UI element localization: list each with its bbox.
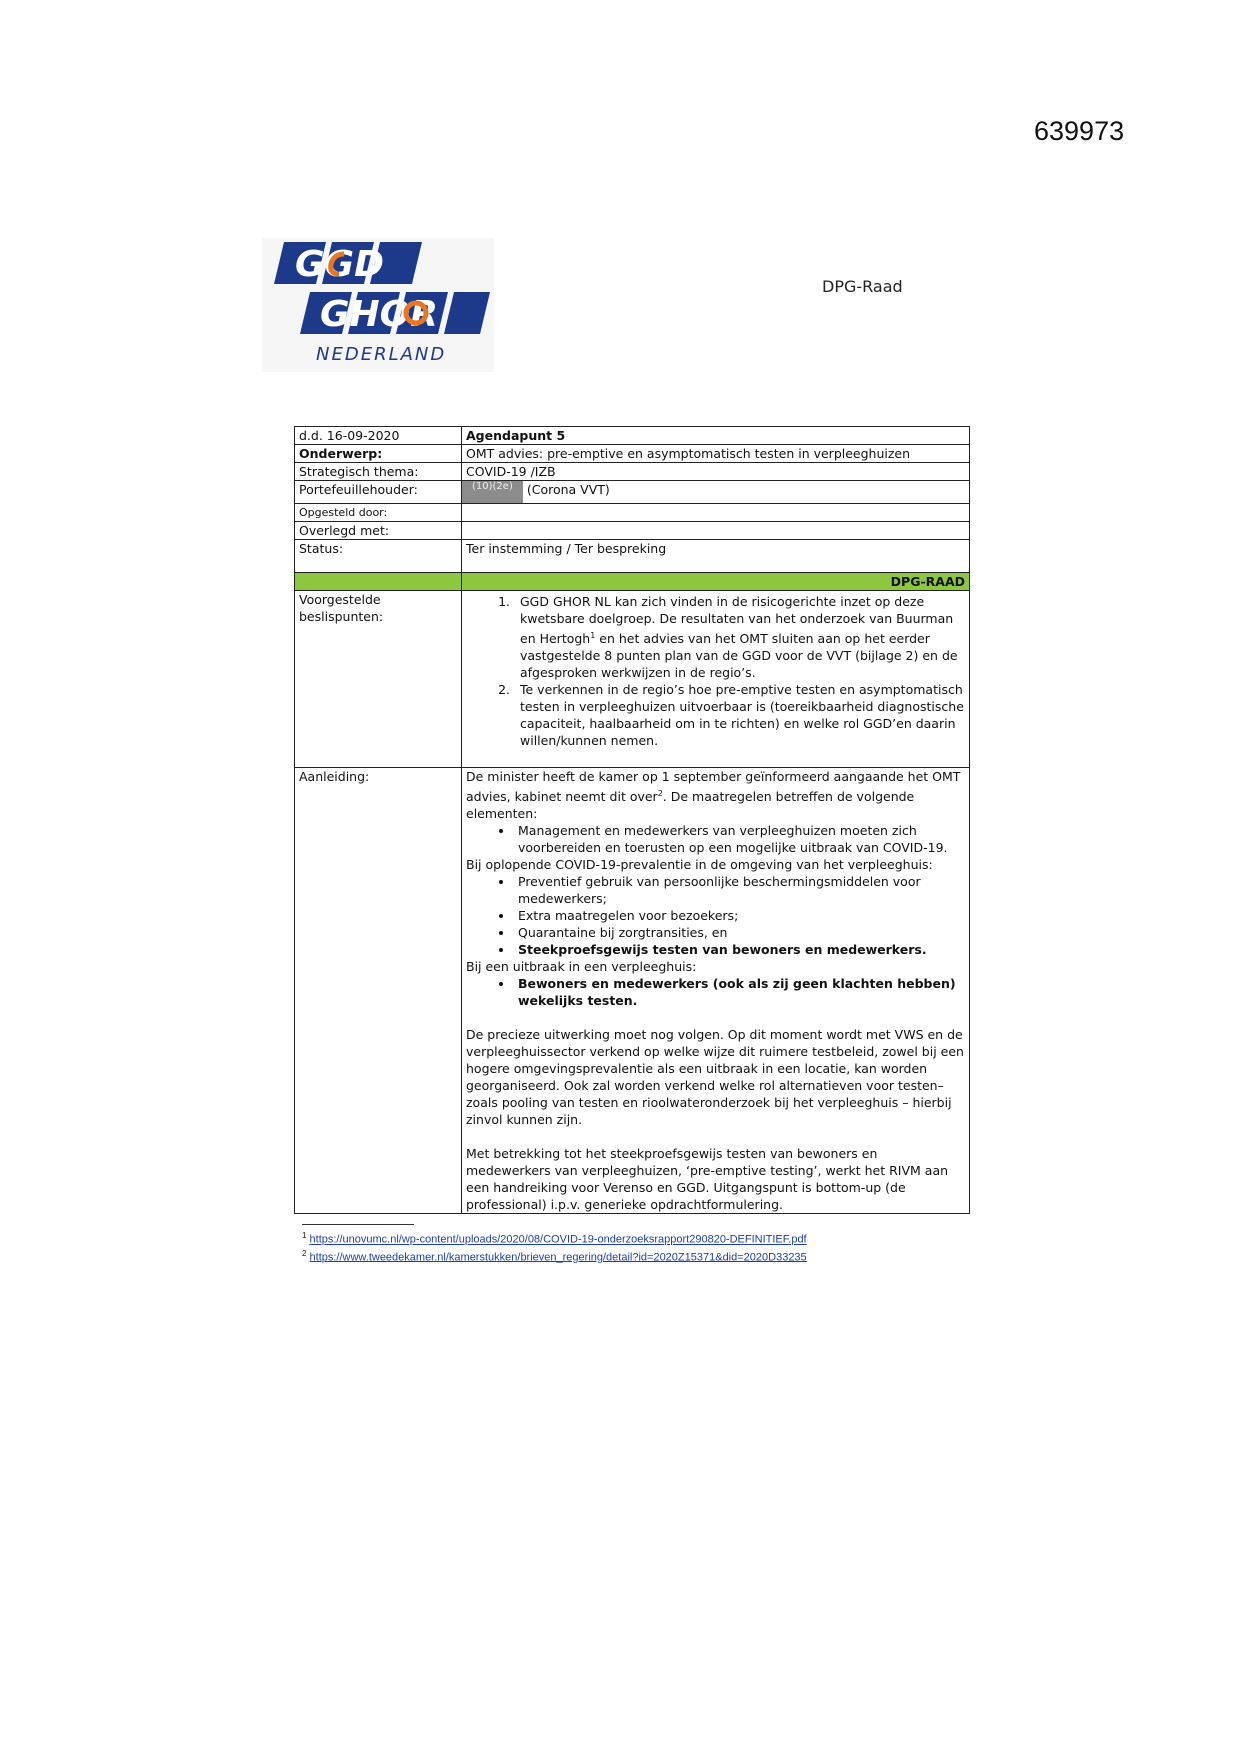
prepared-value bbox=[462, 504, 970, 522]
rising-item-3: • Quarantaine bij zorgtransities, en bbox=[514, 924, 965, 941]
rising-list bbox=[466, 873, 965, 958]
footnote-1 bbox=[302, 1229, 807, 1247]
subject-label: Onderwerp: bbox=[295, 445, 462, 463]
footnote-2-link[interactable]: https://www.tweedekamer.nl/kamerstukken/brieven_regering/detail?id=2020Z15371&did=2020D33235 bbox=[309, 1251, 807, 1264]
theme-label: Strategisch thema: bbox=[295, 463, 462, 481]
portfolio-value bbox=[462, 481, 970, 504]
decision-point-1-text-a: GGD GHOR NL kan zich vinden in de risicogerichte inzet op deze kwetsbare doelgroep. De resultaten van het onderzoek van Buurman en Hertogh bbox=[520, 594, 954, 647]
rising-intro: Bij oplopende COVID-19-prevalentie in de omgeving van het verpleeghuis: bbox=[466, 857, 933, 873]
decision-label bbox=[295, 591, 462, 768]
document-number: 639973 bbox=[1034, 116, 1125, 146]
ggd-ghor-logo bbox=[262, 238, 494, 372]
outbreak-item-1: • Bewoners en medewerkers (ook als zij geen klachten hebben) wekelijks testen. bbox=[514, 975, 965, 1009]
decision-list bbox=[466, 593, 965, 749]
outbreak-intro: Bij een uitbraak in een verpleeghuis: bbox=[466, 959, 697, 975]
decision-point-2: 2. Te verkennen in de regio’s hoe pre-emptive testen en asymptomatisch testen in verpleeghuizen uitvoerbaar is (toereikbaarheid diagnostische capaciteit, haalbaarheid om in te richten) en welke rol GGD’en daarin willen/kunnen nemen. bbox=[514, 681, 965, 749]
redaction-box: (10)(2e) bbox=[462, 481, 523, 503]
row-status bbox=[295, 540, 970, 573]
reason-intro-text-a: De minister heeft de kamer op 1 september geïnformeerd aangaande het OMT advies, kabinet neemt dit over bbox=[466, 769, 961, 805]
bullet-management: • Management en medewerkers van verpleeghuizen moeten zich voorbereiden en toerusten op een mogelijke uitbraak van COVID-19. bbox=[514, 822, 965, 856]
rising-item-2: • Extra maatregelen voor bezoekers; bbox=[514, 907, 965, 924]
row-reason bbox=[295, 768, 970, 1214]
decision-label-line1: Voorgestelde bbox=[299, 592, 381, 607]
reason-intro bbox=[466, 768, 965, 822]
prepared-label: Opgesteld door: bbox=[295, 504, 462, 522]
status-label: Status: bbox=[295, 540, 462, 573]
decision-points bbox=[462, 591, 970, 768]
status-value: Ter instemming / Ter bespreking bbox=[462, 540, 970, 573]
row-portfolio bbox=[295, 481, 970, 504]
logo-text-ggd: GGD bbox=[295, 244, 384, 285]
footnote-2-number: 2 bbox=[302, 1248, 307, 1258]
consulted-label: Overlegd met: bbox=[295, 522, 462, 540]
footnote-2 bbox=[302, 1247, 807, 1265]
outbreak-list bbox=[466, 975, 965, 1009]
portfolio-suffix: (Corona VVT) bbox=[526, 482, 610, 497]
section-header-row bbox=[295, 573, 970, 591]
footnote-1-link[interactable]: https://unovumc.nl/wp-content/uploads/2020/08/COVID-19-onderzoeksrapport290820-DEFINITIEF.pdf bbox=[309, 1233, 807, 1246]
ggd-ghor-logo-image bbox=[262, 238, 494, 372]
decision-point-1 bbox=[514, 593, 965, 681]
row-consulted bbox=[295, 522, 970, 540]
decision-point-1-text-b: en het advies van het OMT sluiten aan op het eerder vastgestelde 8 punten plan van de GGD voor de VVT (bijlage 2) en de afgesproken werkwijzen in de regio’s. bbox=[520, 631, 958, 681]
section-tag: DPG-RAAD bbox=[462, 573, 970, 591]
row-prepared bbox=[295, 504, 970, 522]
rising-item-4: • Steekproefsgewijs testen van bewoners en medewerkers. bbox=[514, 941, 965, 958]
header-title: DPG-Raad bbox=[822, 277, 903, 296]
reason-content bbox=[462, 768, 970, 1214]
reason-intro-text-b: . De maatregelen betreffen de volgende elementen: bbox=[466, 789, 915, 822]
footnote-ref-1: 1 bbox=[590, 631, 596, 640]
row-decision bbox=[295, 591, 970, 768]
agenda-table bbox=[294, 426, 970, 1214]
consulted-value bbox=[462, 522, 970, 540]
row-theme bbox=[295, 463, 970, 481]
management-list bbox=[466, 822, 965, 856]
footnote-1-number: 1 bbox=[302, 1231, 307, 1240]
footnote-divider bbox=[302, 1224, 414, 1225]
rising-item-1: • Preventief gebruik van persoonlijke beschermingsmiddelen voor medewerkers; bbox=[514, 873, 965, 907]
reason-paragraph-3: Met betrekking tot het steekproefsgewijs testen van bewoners en medewerkers van verpleeghuizen, ‘pre-emptive testing’, werkt het RIVM aan een handreiking voor Verenso en GGD. Uitgangspunt is bottom-up (de professional) i.p.v. generieke opdrachtformulering. bbox=[466, 1146, 949, 1213]
decision-label-line2: beslispunten: bbox=[299, 609, 384, 624]
subject-value: OMT advies: pre-emptive en asymptomatisch testen in verpleeghuizen bbox=[462, 445, 970, 463]
section-header-left bbox=[295, 573, 462, 591]
agenda-cell: Agendapunt 5 bbox=[462, 427, 970, 445]
logo-text-nederland: NEDERLAND bbox=[316, 344, 447, 365]
row-date bbox=[295, 427, 970, 445]
logo-text-ghor: GHOR bbox=[320, 294, 439, 335]
reason-label: Aanleiding: bbox=[295, 768, 462, 1214]
reason-paragraph-2: De precieze uitwerking moet nog volgen. Op dit moment wordt met VWS en de verpleeghuissector verkend op welke wijze dit ruimere testbeleid, zowel bij een hogere omgevingsprevalentie als een uitbraak in een locatie, kan worden georganiseerd. Ook zal worden verkend welke rol alternatieven voor testen– zoals pooling van testen en rioolwateronderzoek bij het verpleeghuis – hierbij zinvol kunnen zijn. bbox=[466, 1027, 964, 1128]
row-subject bbox=[295, 445, 970, 463]
footnotes bbox=[302, 1224, 807, 1264]
footnote-ref-2: 2 bbox=[657, 789, 663, 799]
date-cell: d.d. 16-09-2020 bbox=[295, 427, 462, 445]
portfolio-label: Portefeuillehouder: bbox=[295, 481, 462, 504]
theme-value: COVID-19 /IZB bbox=[462, 463, 970, 481]
